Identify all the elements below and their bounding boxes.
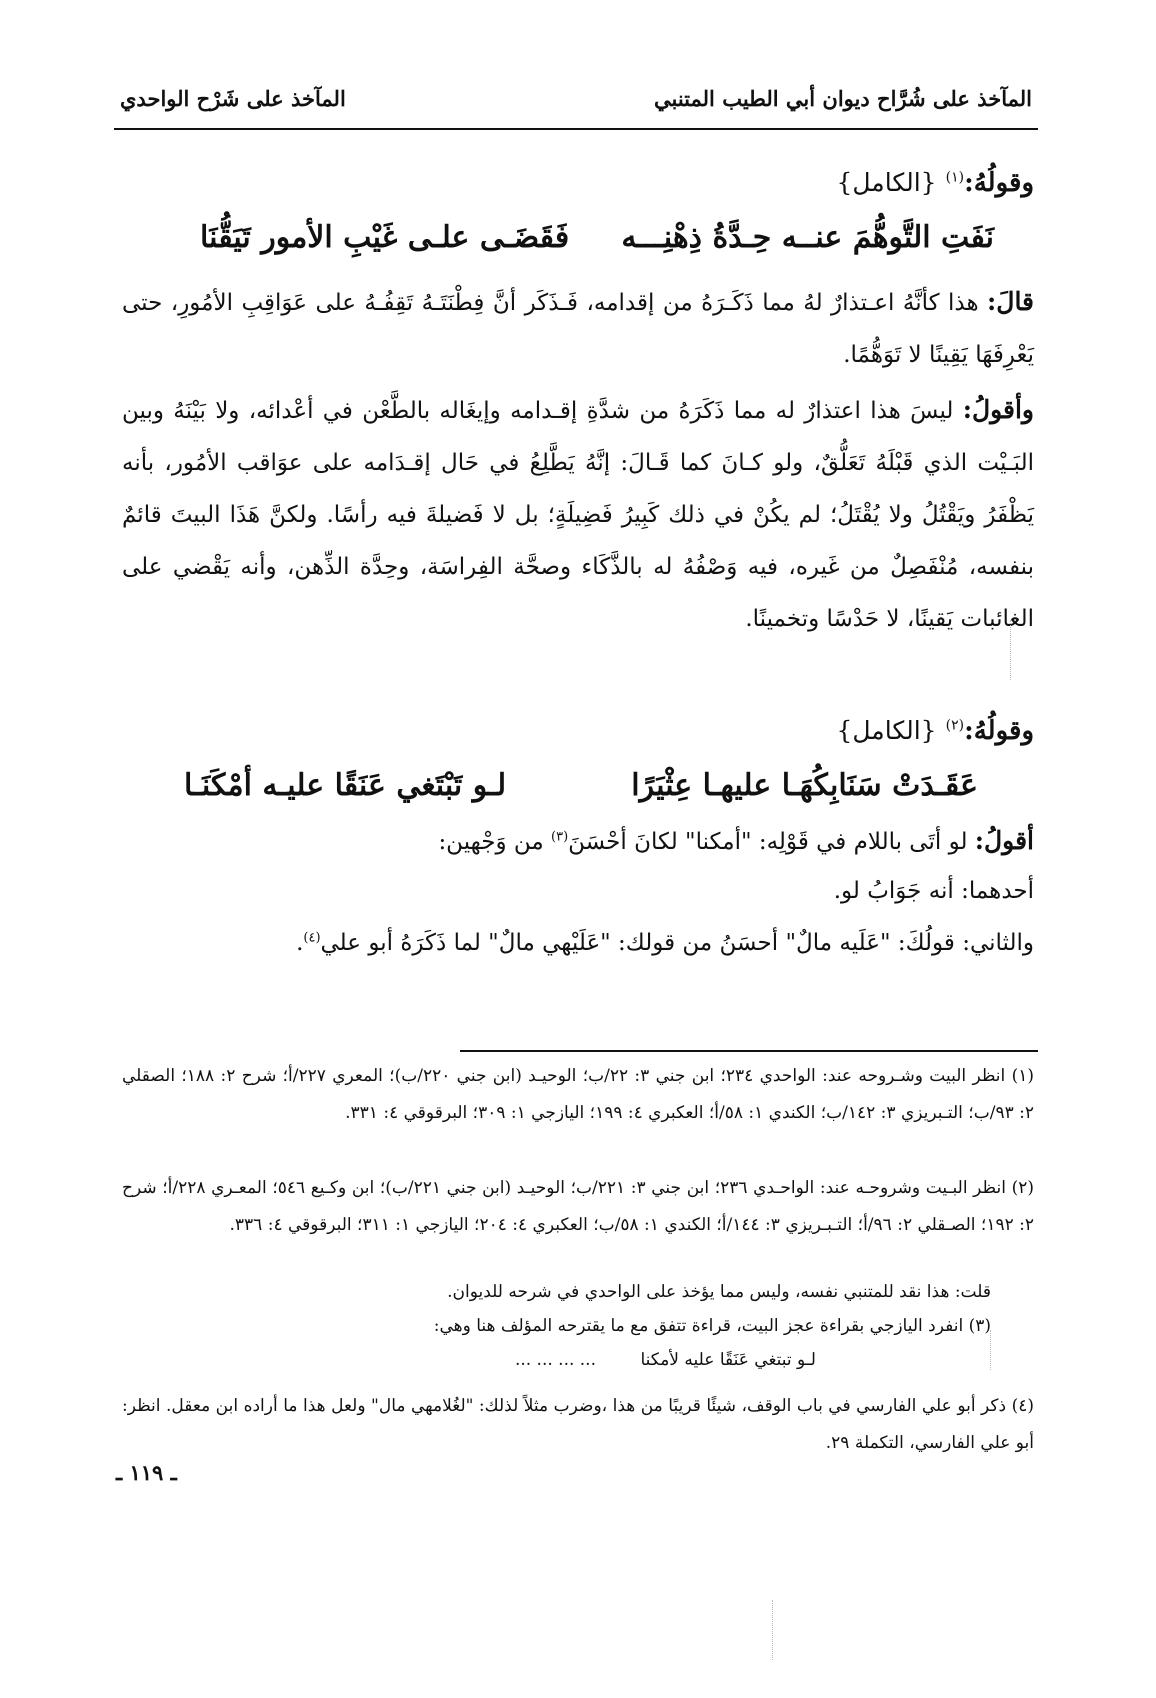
footnote-ref-3: (٣) bbox=[551, 829, 569, 845]
page-number: ـ ١١٩ ـ bbox=[116, 1460, 177, 1485]
intro-label: وقولُهُ: bbox=[964, 716, 1034, 746]
aqulu-label: أقولُ: bbox=[974, 826, 1034, 855]
aqulu-label: وأقولُ: bbox=[962, 395, 1034, 424]
footnote-1: (١) انظر البيت وشـروحه عند: الواحدي ٢٣٤؛ ابن جني ٣: ٢٢/ب؛ الوحيـد (ابن جني ٢٢٠/ب)؛ المعري ٢٢٧/أ؛ شرح ٢: ١٨٨؛ الصقلي ٢: ٩٣/ب؛ التـبريزي ٣: ١٤٢/ب؛ الكندي ١: ٥٨/أ؛ العكبري ٤: ١٩٩؛ اليازجي ١: ٣٠٩؛ البرقوقي ٤: ٣٣١. bbox=[122, 1066, 1034, 1123]
aqulu-text: ليسَ هذا اعتذارٌ له مما ذَكَرَهُ من شدَّةِ إقـدامه وإيغَاله بالطَّعْن في أعْدائه، ولا بَيْنَهُ وبين البَـيْت الذي قَبْلَهُ تَعَلُّقٌ، ولو كـانَ كما قَـالَ: إنَّهُ يَطَّلِعُ في حَال إقـدَامه على عوَاقب الأمُور، بأنه يَظْفَرُ ويَقْتُلُ ولا يُقْتَلُ؛ لم يكُنْ في ذلك كَبِيرُ فَضِيلَةٍ؛ بل لا فَضيلةَ فيه رأسًا. ولكنَّ هَذَا البيتَ قائمٌ بنفسه، مُنْفَصِلٌ من غَيره، فيه وَصْفُهُ له بالذَّكَاء وصحَّة الفِراسَة، وحِدَّة الذِّهن، وأنه يَقْضي على الغائبات يَقينًا، لا حَدْسًا وتخمينًا. bbox=[122, 398, 1034, 632]
footnote-3-verse: لـو تبتغي عَنَقًا عليه لأمكنا bbox=[640, 1350, 816, 1370]
section2-intro bbox=[122, 716, 1034, 746]
aqulu2-text-b: من وَجْهين: bbox=[438, 829, 544, 855]
qala-text: هذا كأنَّهُ اعـتذارٌ لهُ مما ذَكَـرَهُ من إقدامه، فَـذَكَر أنَّ فِطْنَتَـهُ تَقِفُـهُ على عَوَاقِبِ الأمُورِ، حتى يَعْرِفَهَا يَقِينًا لا تَوَهُّمًا. bbox=[122, 290, 1034, 368]
footnote-ref-2: (٢) bbox=[945, 717, 965, 734]
margin-mark bbox=[990, 1330, 991, 1370]
qala-paragraph bbox=[122, 276, 1034, 381]
verse1-second-hemistich: فَقَضَـى علـى غَيْبِ الأمور تَيَقُّنَا bbox=[200, 220, 570, 255]
second-reason-end: . bbox=[296, 930, 304, 956]
margin-mark bbox=[772, 1600, 773, 1660]
meter-label: {الكامل} bbox=[836, 168, 937, 197]
section1-intro bbox=[122, 168, 1034, 198]
verse2-first-hemistich: عَقَـدَتْ سَنَابِكُهَـا عليهـا عِثْيَرًا bbox=[631, 768, 978, 803]
qala-label: قالَ: bbox=[987, 287, 1035, 316]
footnote-4: (٤) ذكر أبو علي الفارسي في باب الوقف، شيئًا قريبًا من هذا ،وضرب مثلاً لذلك: "لغُلامهي مال" ولعل هذا ما أراده ابن معقل. انظر: أبو علي الفارسي، التكملة ٢٩. bbox=[122, 1396, 1034, 1453]
footnote-ref-1: (١) bbox=[945, 169, 965, 186]
running-header bbox=[120, 86, 1032, 126]
footnote-2-remark: قلت: هذا نقد للمتنبي نفسه، وليس مما يؤخذ على الواحدي في شرحه للديوان. bbox=[447, 1282, 991, 1302]
first-reason: أحدهما: أنه جَوَابُ لو. bbox=[833, 878, 1034, 904]
aqulu2-line bbox=[438, 826, 1034, 855]
second-reason-text: والثاني: قولُكَ: "عَلَيه مالٌ" أحسَنُ من قولك: "عَلَيْهي مالٌ" لما ذَكَرَهُ أبو علي bbox=[320, 930, 1034, 956]
footnote-3-verse-dots: ... ... ... ... bbox=[514, 1350, 596, 1370]
footnote-2: (٢) انظر البـيت وشروحـه عند: الواحـدي ٢٣٦؛ ابن جني ٣: ٢٢١/ب؛ الوحيـد (ابن جني ٢٢١/ب)؛ ابن وكـيع ٥٤٦؛ المعـري ٢٢٨/أ؛ شرح ٢: ١٩٢؛ الصـقلي ٢: ٩٦/أ؛ التـبـريزي ٣: ١٤٤/أ؛ الكندي ١: ٥٨/ب؛ العكبري ٤: ٢٠٤؛ اليازجي ١: ٣١١؛ البرقوقي ٤: ٣٣٦. bbox=[122, 1178, 1034, 1235]
footnote-separator bbox=[460, 1050, 1038, 1052]
margin-mark bbox=[1010, 620, 1011, 680]
header-chapter-title: المآخذ على شَرْح الواحدي bbox=[120, 86, 346, 111]
intro-label: وقولُهُ: bbox=[964, 168, 1034, 198]
footnote-3: (٣) انفرد اليازجي بقراءة عجز البيت، قراءة تتفق مع ما يقترحه المؤلف هنا وهي: bbox=[433, 1316, 991, 1336]
second-reason bbox=[296, 930, 1034, 956]
aqulu2-text-a: لو أتَى باللام في قَوْلِه: "أمكنا" لكانَ أحْسَنَ bbox=[568, 829, 968, 855]
aqulu-paragraph bbox=[122, 384, 1034, 645]
verse2-second-hemistich: لـو تَبْتَغي عَنَقًا عليـه أمْكَنَـا bbox=[184, 768, 507, 803]
footnote-ref-4: (٤) bbox=[303, 930, 321, 946]
meter-label: {الكامل} bbox=[836, 716, 937, 745]
verse1-first-hemistich: نَفَتِ التَّوهُّمَ عنــه حِـدَّةُ ذِهْنِـــه bbox=[621, 220, 994, 255]
header-book-title: المآخذ على شُرَّاح ديوان أبي الطيب المتنبي bbox=[654, 86, 1032, 111]
header-rule bbox=[114, 128, 1038, 130]
